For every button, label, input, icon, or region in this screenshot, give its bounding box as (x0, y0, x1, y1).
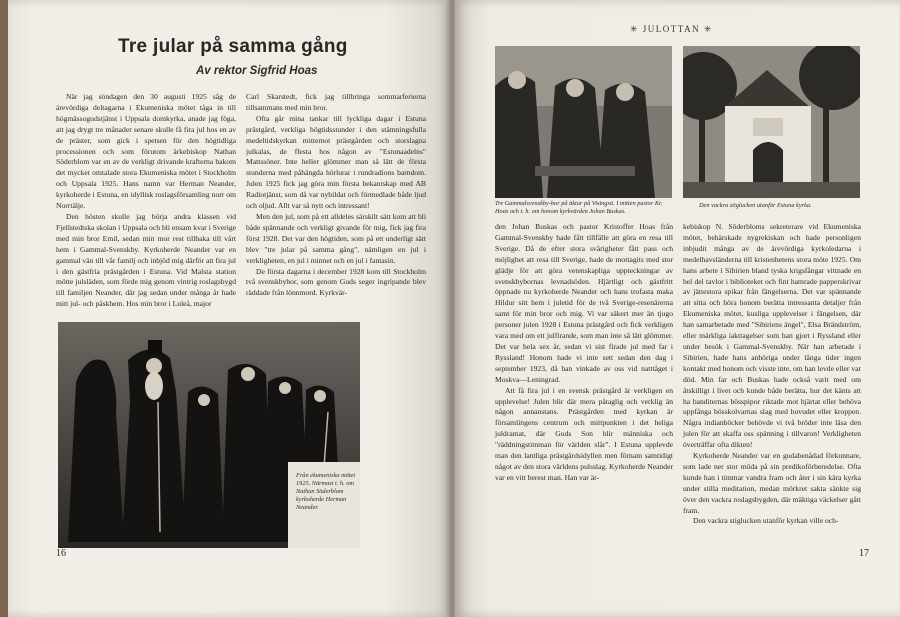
photo-illustration (58, 322, 360, 548)
paragraph: den Johan Buskas och pastor Kristoffer Hoas från Gammal-Svenskby hade fått tillfälle att göra en resa till Sverige. Då de efter stora svårigheter fått pass och möjlighet att resa till Sverige, hade de mottagits med stor glädje för att göra vetenskapliga uppteckningar av svenskbybornas levnadsöden. Hjärtligt och gästfritt öppnade nu kyrkoherde Neander och hans trofasta maka Hildur sitt hem i juletid för de två Sverige-resenärerna samt för min bror och mig. Vi var säkert mer än tjugo personer julen 1928 i Estuna prästgård och fick verkligen vara med om ett julfirande, som man inte så lätt glömmer. Det var hela sex år, sedan vi sist firade jul med far i Ryssland! Honom hade vi inte sett sedan den dag i september 1923, då han vinkade av oss vid natttåget i Moskva—Leningrad. (495, 222, 673, 384)
paragraph: Den hösten skulle jag börja andra klassen vid Fjellstedtska skolan i Uppsala och bli ensam kvar i Sverige med min bror Emil, sedan min mor rest tillbaka till vårt hem i Gammal-Svenskby. Kyrkoherde Neander var en gammal vän till vår familj och inbjöd mig därför att fira jul i den gästfria prästgården i Estuna. Vid Malsta station mötte julsläden, som förde mig genom vintrig roslagsbygd till familjen Neander, där jag sedan under många år hade mitt jul- och påskhem. Hos min bror i Luleå, major (56, 211, 236, 309)
paragraph: kebiskop N. Söderbloms sekreterare vid Ekumeniska mötet, behärskade nygrekiskan och hade personligen inbjudit många av de ärevördiga kyrkoledarna i medelhavsländerna till kristenhetens stora möte 1925. Om hans arbete i Sibirien bland tyska krigsfångar vittnade en hel del tavlor i biblioteket och fint hamrade papperskrivar av jättestora spikar från fängelserna. Det var spännande att sitta och höra honom berätta intressanta detaljer från Ekumeniska mötet, kusliga upplevelser i fängelsen, där han samarbetade med "Sibiriens ängel", Elsa Brändström, eller märkliga iakttagelser som han gjort i Ryssland eller under besök i Gammal-Svenskby. När han arbetade i Sibirien, hade hans anhöriga under långa tider ingen kontakt med honom och visste inte, om han levde eller var död. Min far och Buskas hade också varit med om åtskilligt i livet och kunde både berätta, hur det känts att ha banditernas bösspipor riktade mot hjärtat eller behöva uppfånga bösskolvarnas slag med huvudet eller kroppen. Några indianböcker behövde vi två bröder inte läsa den julen för att skaffa oss spänning i tillvaron! Verkligheten överträffar ofta dikten! (683, 222, 861, 450)
running-header: ✳ JULOTTAN ✳ (630, 24, 713, 34)
article-byline: Av rektor Sigfrid Hoas (196, 65, 318, 77)
paragraph: Men den jul, som på ett alldeles särskilt sätt kom att bli både spännande och verkligt givande för mig, fick jag fira först 1928. Det var den högtiden, som på ett underligt sätt blev "tre jular på samma gång", nämligen en jul i verkligheten, en jul i minnet och en jul i fantasin. (246, 211, 426, 265)
left-column-2 (246, 92, 426, 299)
right-column-1 (495, 222, 673, 484)
paragraph: När jag söndagen den 30 augusti 1925 såg de ärevördiga deltagarna i Ekumeniska mötet tåga in till högmässogudstjänst i Uppsala domkyrka, anade jag föga, att jag drygt tre månader senare skulle få fira jul hos en av de präster, som gick i spetsen för den högtidliga processionen och som förutom ärkebiskop Nathan Söderblom var en av de verkligt drivande krafterna bakom det mycket omtalade stora Ekumeniska mötet i Stockholm och Uppsala 1925. Hans namn var Herman Neander, kyrkoherde i Estuna, en idyllisk roslagsförsamling norr om Norrtälje. (56, 92, 236, 211)
photo-illustration (495, 46, 672, 198)
right-page (455, 0, 900, 617)
paragraph: De första dagarna i december 1928 kom till Stockholm två svenskbybor, som genom Guds seger ingripande blev räddade från lönnmord. Kyrkvär- (246, 266, 426, 298)
photo1-caption: Tre Gammalsvenskby-bor på äktur på Visingsö. I mitten pastor Kr. Hoas och t. h. om honom kyrkvärden Johan Buskas. (495, 200, 663, 215)
ecumenical-meeting-photo (58, 322, 360, 548)
visingso-photo (495, 46, 672, 198)
photo-illustration (683, 46, 860, 198)
photo2-caption: Den vackra stiglucken utanför Estuna kyrka. (699, 202, 812, 209)
estuna-gate-photo (683, 46, 860, 198)
article-title: Tre jular på samma gång (118, 36, 348, 57)
right-column-2 (683, 222, 861, 527)
left-page (8, 0, 450, 617)
paragraph: Carl Skarstedt, fick jag tillbringa sommarferierna tillsammans med min bror. (246, 92, 426, 112)
page-number-right: 17 (859, 548, 869, 559)
paragraph: Den vackra stiglucken utanför kyrkan ville och- (693, 516, 839, 526)
paragraph: Ofta går mina tankar till lyckliga dagar i Estuna prästgård, verkliga högtidsstunder i den stämningsfulla medeltidskyrkan mittemot prästgården och storslagna julkalas, de flesta hos någon av "Estunaadelns" Mattssöner. Inte heller glömmer man så lätt de första stunderna med påhängda hörlurar i rundradions barndom. Julen 1925 fick jag göra min första bekantskap med AB Radiotjänst, som då var nybildat och förmedlade både ljud och oljud. Allt var så nytt och intressant! (246, 113, 426, 211)
page-number-left: 16 (56, 548, 66, 559)
paragraph: Att få fira jul i en svensk prästgård är verkligen en upplevelse! Julen blir där mera påtaglig och verklig än någon annanstans. Prästgården med kyrkan är församlingens centrum och mittpunkten i det heliga juldramat, där Guds Son blir människa och "räddningstimman för världen slår". I Estuna upplevde man den lantliga prästgårdsidyllen men förnam samtidigt något av den stora världens pulsslag. Kyrkoherde Neander var en vitt berest man. Han var är- (495, 385, 673, 482)
left-column-1 (56, 92, 236, 310)
photo-caption: Från ekumeniska mötet 1925. Närmast t. h. om Nathan Söderblom kyrkoherde Herman Neander. (296, 472, 356, 511)
paragraph: Kyrkoherde Neander var en gudabenådad förkunnare, som lade ner stor möda på sin predikoförberedelse. Ofta kunde han i timmar vandra fram och åter i sin kära kyrka under stilla meditation, medan mörkret sakta sänkte sig över den vackra roslagsbygden, där mäktiga väckelser gått fram. (683, 451, 861, 515)
